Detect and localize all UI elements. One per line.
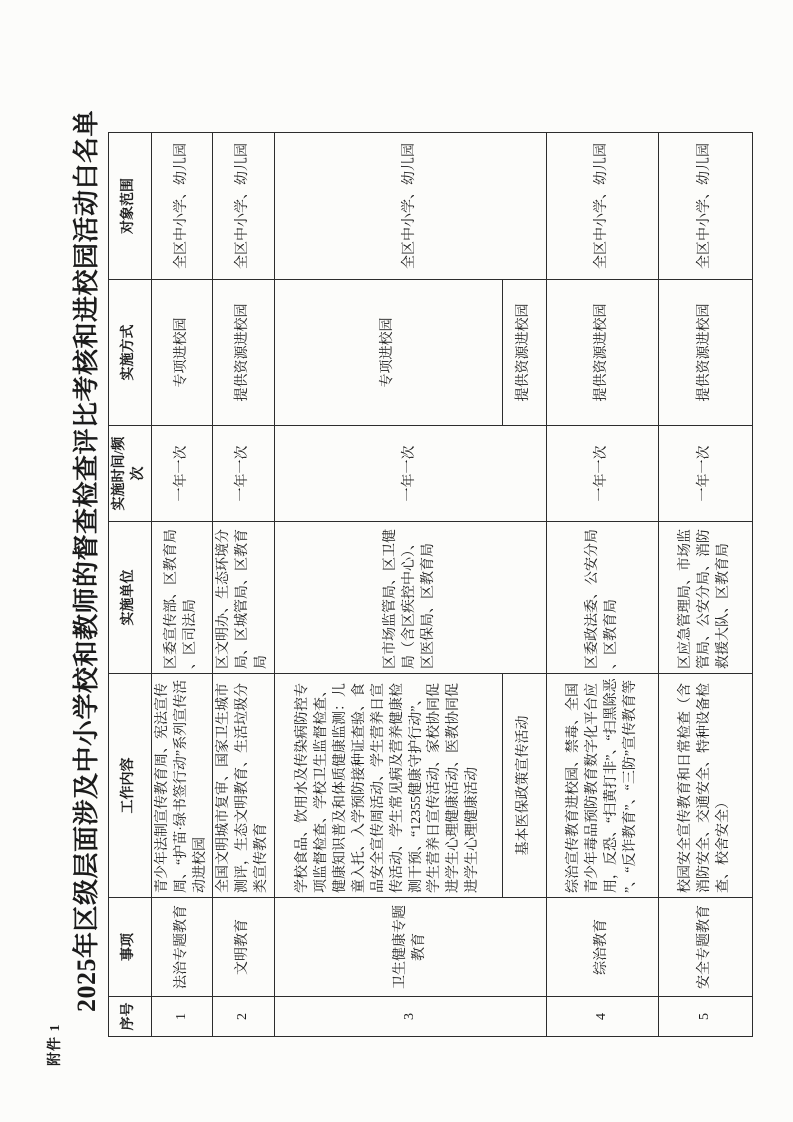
header-unit: 实施单位 bbox=[109, 522, 152, 674]
row1-method: 专项进校园 bbox=[151, 280, 213, 426]
row1-item: 法治专题教育 bbox=[151, 898, 213, 997]
row3-content: 学校食品、饮用水及传染病防控专项监督检查、学校卫生监督检查、健康知识普及和体质健康监测：儿童入托、入学预防接种证查验、食品安全宣传周活动、学生营养日宣传活动、学生常见病及营养健康检测干预、“12355健康守护行动”、学生营养日宣传活动、家校协同促进学生心理健康活动、医教协同促进学生心理健康活动 bbox=[275, 674, 503, 898]
table-row-2 bbox=[213, 133, 275, 1037]
row2-frequency: 一年一次 bbox=[213, 426, 275, 522]
table-row-1 bbox=[151, 133, 213, 1037]
row4-content: 综治宣传教育进校园、禁毒、全国青少年毒品预防教育数字化平台应用，反恐、“扫黄打非”、“扫黑除恶”、“反诈教育”、“三防”宣传教育等 bbox=[547, 674, 659, 898]
row2-item: 文明教育 bbox=[213, 898, 275, 997]
row4-method: 提供资源进校园 bbox=[547, 280, 659, 426]
header-item: 事项 bbox=[109, 898, 152, 997]
row1-frequency: 一年一次 bbox=[151, 426, 213, 522]
row5-item: 安全专题教育 bbox=[659, 898, 753, 997]
row3-method: 专项进校园 bbox=[275, 280, 503, 426]
row5-frequency: 一年一次 bbox=[659, 426, 753, 522]
row5-unit: 区应急管理局、市场监管局、公安分局、消防救援大队、区教育局 bbox=[659, 522, 753, 674]
row2-method: 提供资源进校园 bbox=[213, 280, 275, 426]
table-row-4 bbox=[547, 133, 659, 1037]
row3-sub-method: 提供资源进校园 bbox=[503, 280, 547, 426]
row5-no: 5 bbox=[659, 997, 753, 1037]
row2-unit: 区文明办、生态环境分局、区城管局、区教育局 bbox=[213, 522, 275, 674]
row3-item: 卫生健康专题教育 bbox=[275, 898, 547, 997]
row1-no: 1 bbox=[151, 997, 213, 1037]
header-method: 实施方式 bbox=[109, 280, 152, 426]
row1-content: 青少年法制宣传教育周、宪法宣传周、“护苗·绿书签行动”系列宣传活动进校园 bbox=[151, 674, 213, 898]
row2-scope: 全区中小学、幼儿园 bbox=[213, 133, 275, 280]
row2-content: 全国文明城市复审、国家卫生城市测评，生态文明教育、生活垃圾分类宣传教育 bbox=[213, 674, 275, 898]
row4-frequency: 一年一次 bbox=[547, 426, 659, 522]
header-no: 序号 bbox=[109, 997, 152, 1037]
header-scope: 对象范围 bbox=[109, 133, 152, 280]
row5-scope: 全区中小学、幼儿园 bbox=[659, 133, 753, 280]
table-row-5 bbox=[659, 133, 753, 1037]
row3-no: 3 bbox=[275, 997, 547, 1037]
row1-scope: 全区中小学、幼儿园 bbox=[151, 133, 213, 280]
row4-no: 4 bbox=[547, 997, 659, 1037]
row5-method: 提供资源进校园 bbox=[659, 280, 753, 426]
document-title: 2025年区级层面涉及中小学校和教师的督查检查评比考核和进校园活动白名单 bbox=[72, 110, 101, 1013]
row3-sub-content: 基本医保政策宣传活动 bbox=[503, 674, 547, 898]
attachment-label: 附件 1 bbox=[48, 1023, 63, 1066]
row4-scope: 全区中小学、幼儿园 bbox=[547, 133, 659, 280]
row3-frequency: 一年一次 bbox=[275, 426, 547, 522]
header-frequency: 实施时间/频次 bbox=[109, 426, 152, 522]
row5-content: 校园安全宣传教育和日常检查（含消防安全、交通安全、特种设备检查、校舍安全） bbox=[659, 674, 753, 898]
header-content: 工作内容 bbox=[109, 674, 152, 898]
row3-unit: 区市场监管局、区卫健局（含区疾控中心）、区医保局、区教育局 bbox=[275, 522, 547, 674]
row4-item: 综治教育 bbox=[547, 898, 659, 997]
row3-scope: 全区中小学、幼儿园 bbox=[275, 133, 547, 280]
whitelist-table bbox=[108, 132, 753, 1037]
row4-unit: 区委政法委、公安分局、区教育局 bbox=[547, 522, 659, 674]
header-row bbox=[109, 133, 152, 1037]
row1-unit: 区委宣传部、区教育局、区司法局 bbox=[151, 522, 213, 674]
table-row-3a bbox=[275, 133, 503, 1037]
row2-no: 2 bbox=[213, 997, 275, 1037]
